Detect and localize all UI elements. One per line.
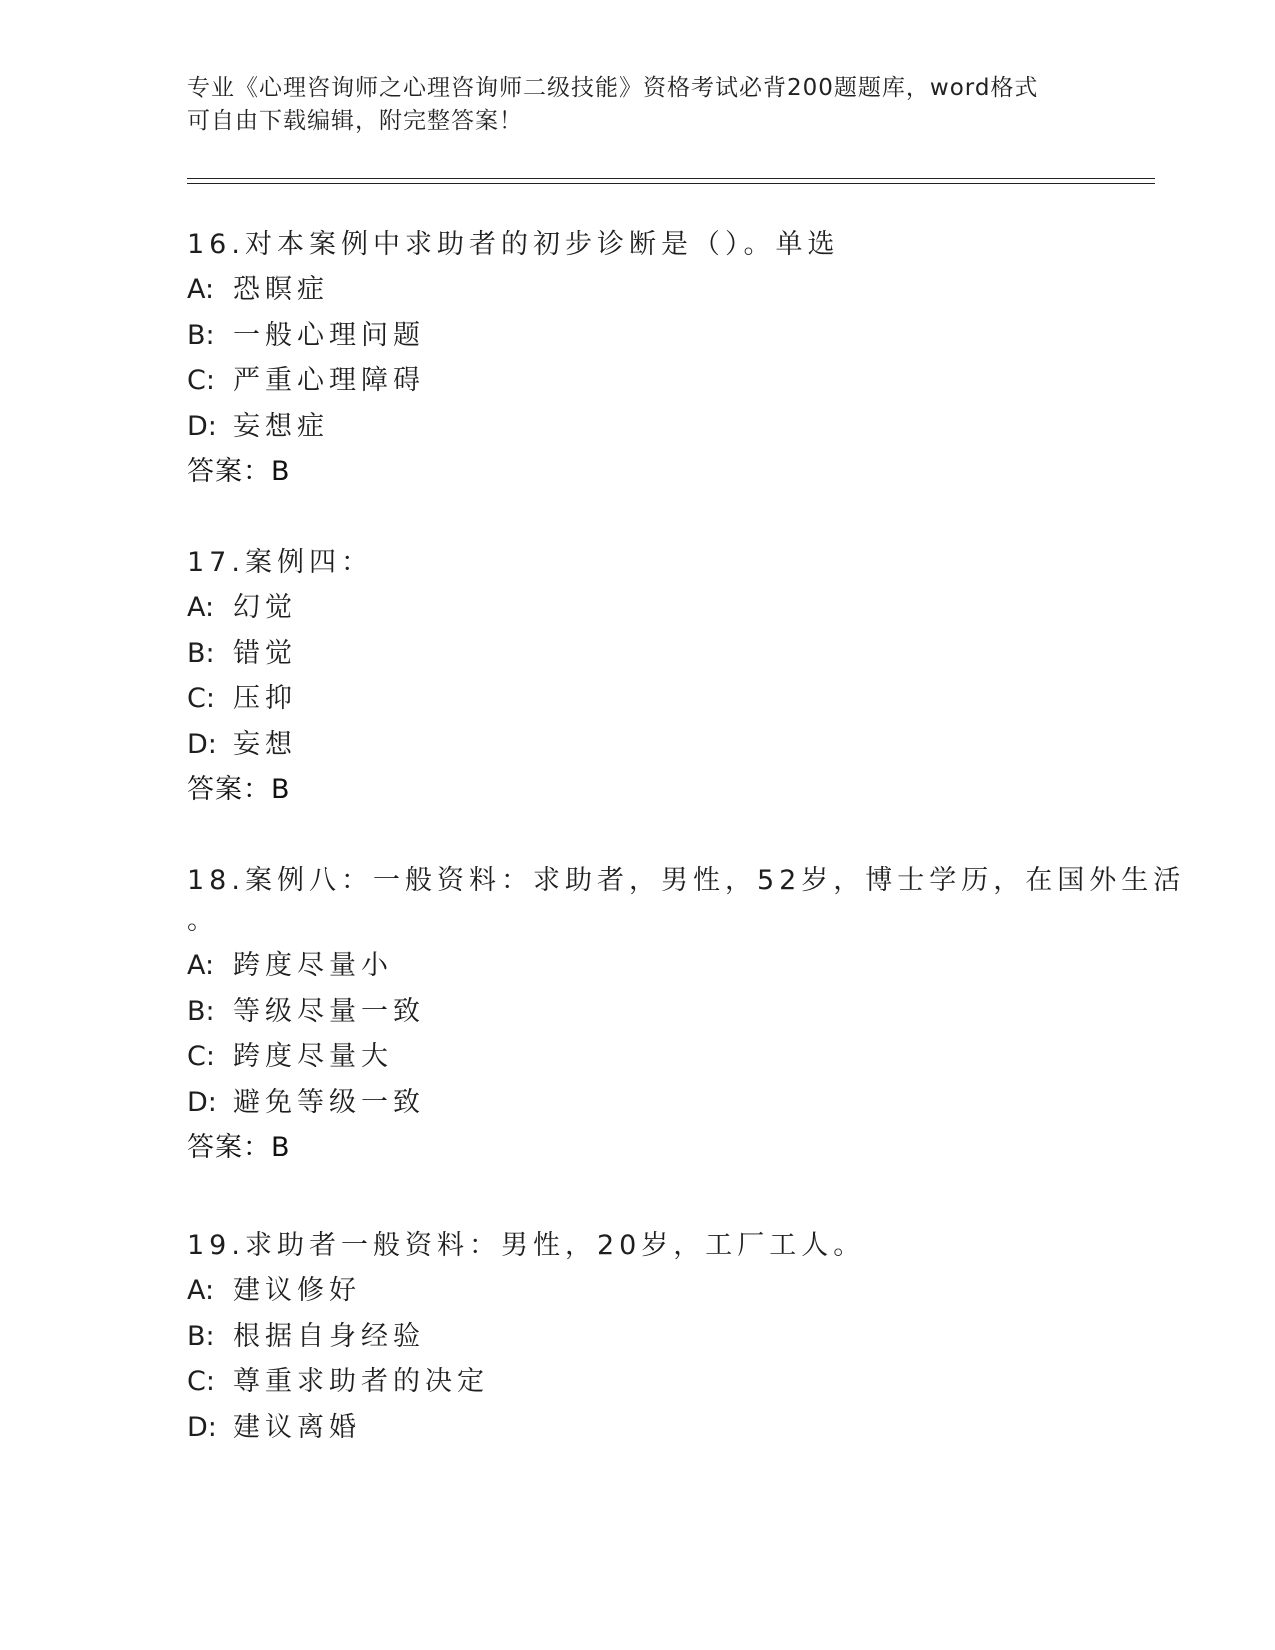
- option-key: B:: [187, 637, 215, 669]
- option-text: 建议修好: [233, 1275, 361, 1306]
- option-d: [187, 730, 1087, 760]
- option-key: D:: [187, 1086, 217, 1118]
- option-key: D:: [187, 410, 217, 442]
- option-key: C:: [187, 683, 215, 714]
- option-text: 严重心理障碍: [233, 365, 425, 396]
- question-stem-continuation: 。: [187, 905, 219, 936]
- option-c: [187, 1367, 1087, 1397]
- document-header: [187, 72, 1087, 138]
- option-b: [187, 639, 1087, 669]
- question-stem: [187, 865, 1186, 936]
- option-text: 一般心理问题: [233, 319, 425, 351]
- option-a: [187, 1276, 1087, 1306]
- option-text: 幻觉: [233, 592, 297, 623]
- option-key: B:: [187, 1320, 215, 1352]
- question-stem: [187, 548, 1087, 578]
- option-text: 恐瞑症: [233, 274, 329, 305]
- option-b: [187, 321, 1087, 351]
- header-line-1: 专业《心理咨询师之心理咨询师二级技能》资格考试必背200题题库，word格式: [187, 75, 1039, 101]
- option-text: 压抑: [233, 683, 297, 714]
- question-stem: [187, 230, 1087, 260]
- option-text: 避免等级一致: [233, 1086, 425, 1118]
- question-18: [187, 865, 1186, 1163]
- option-c: [187, 684, 1087, 714]
- question-17: [187, 548, 1087, 805]
- option-b: [187, 997, 1087, 1027]
- option-d: [187, 1413, 1087, 1443]
- option-key: C:: [187, 365, 215, 396]
- option-d: [187, 412, 1087, 442]
- answer-line: 答案：B: [187, 456, 291, 487]
- header-line-2: 可自由下载编辑，附完整答案！: [187, 108, 523, 134]
- option-b: [187, 1322, 1087, 1352]
- option-key: D:: [187, 728, 217, 760]
- option-text: 尊重求助者的决定: [233, 1366, 489, 1397]
- option-text: 妄想: [233, 728, 297, 760]
- question-16: [187, 230, 1087, 487]
- question-19: [187, 1231, 1087, 1458]
- option-key: B:: [187, 995, 215, 1027]
- question-stem-text: 17.案例四：: [187, 547, 373, 578]
- option-key: C:: [187, 1366, 215, 1397]
- answer-line: 答案：B: [187, 1132, 291, 1163]
- question-stem-text: 19.求助者一般资料：男性，20岁，工厂工人。: [187, 1230, 866, 1261]
- option-text: 妄想症: [233, 410, 329, 442]
- question-stem-text: 16.对本案例中求助者的初步诊断是（）。单选: [187, 229, 840, 260]
- option-text: 错觉: [233, 637, 297, 669]
- option-a: [187, 275, 1087, 305]
- option-text: 等级尽量一致: [233, 995, 425, 1027]
- option-a: [187, 593, 1087, 623]
- answer-line: 答案：B: [187, 774, 291, 805]
- option-text: 根据自身经验: [233, 1320, 425, 1352]
- option-text: 跨度尽量大: [233, 1041, 393, 1072]
- option-d: [187, 1088, 1087, 1118]
- option-key: C:: [187, 1041, 215, 1072]
- header-rule-top: [187, 178, 1155, 179]
- option-c: [187, 1042, 1087, 1072]
- option-key: D:: [187, 1411, 217, 1443]
- option-a: [187, 951, 1087, 981]
- option-key: A:: [187, 274, 215, 305]
- option-text: 建议离婚: [233, 1411, 361, 1443]
- option-c: [187, 366, 1087, 396]
- option-key: A:: [187, 950, 215, 981]
- option-key: A:: [187, 592, 215, 623]
- question-stem-text: 18.案例八：一般资料：求助者，男性，52岁，博士学历，在国外生活: [187, 865, 1186, 896]
- header-rule-bottom: [187, 183, 1155, 184]
- option-key: B:: [187, 319, 215, 351]
- option-key: A:: [187, 1275, 215, 1306]
- question-stem: [187, 1231, 1087, 1261]
- option-text: 跨度尽量小: [233, 950, 393, 981]
